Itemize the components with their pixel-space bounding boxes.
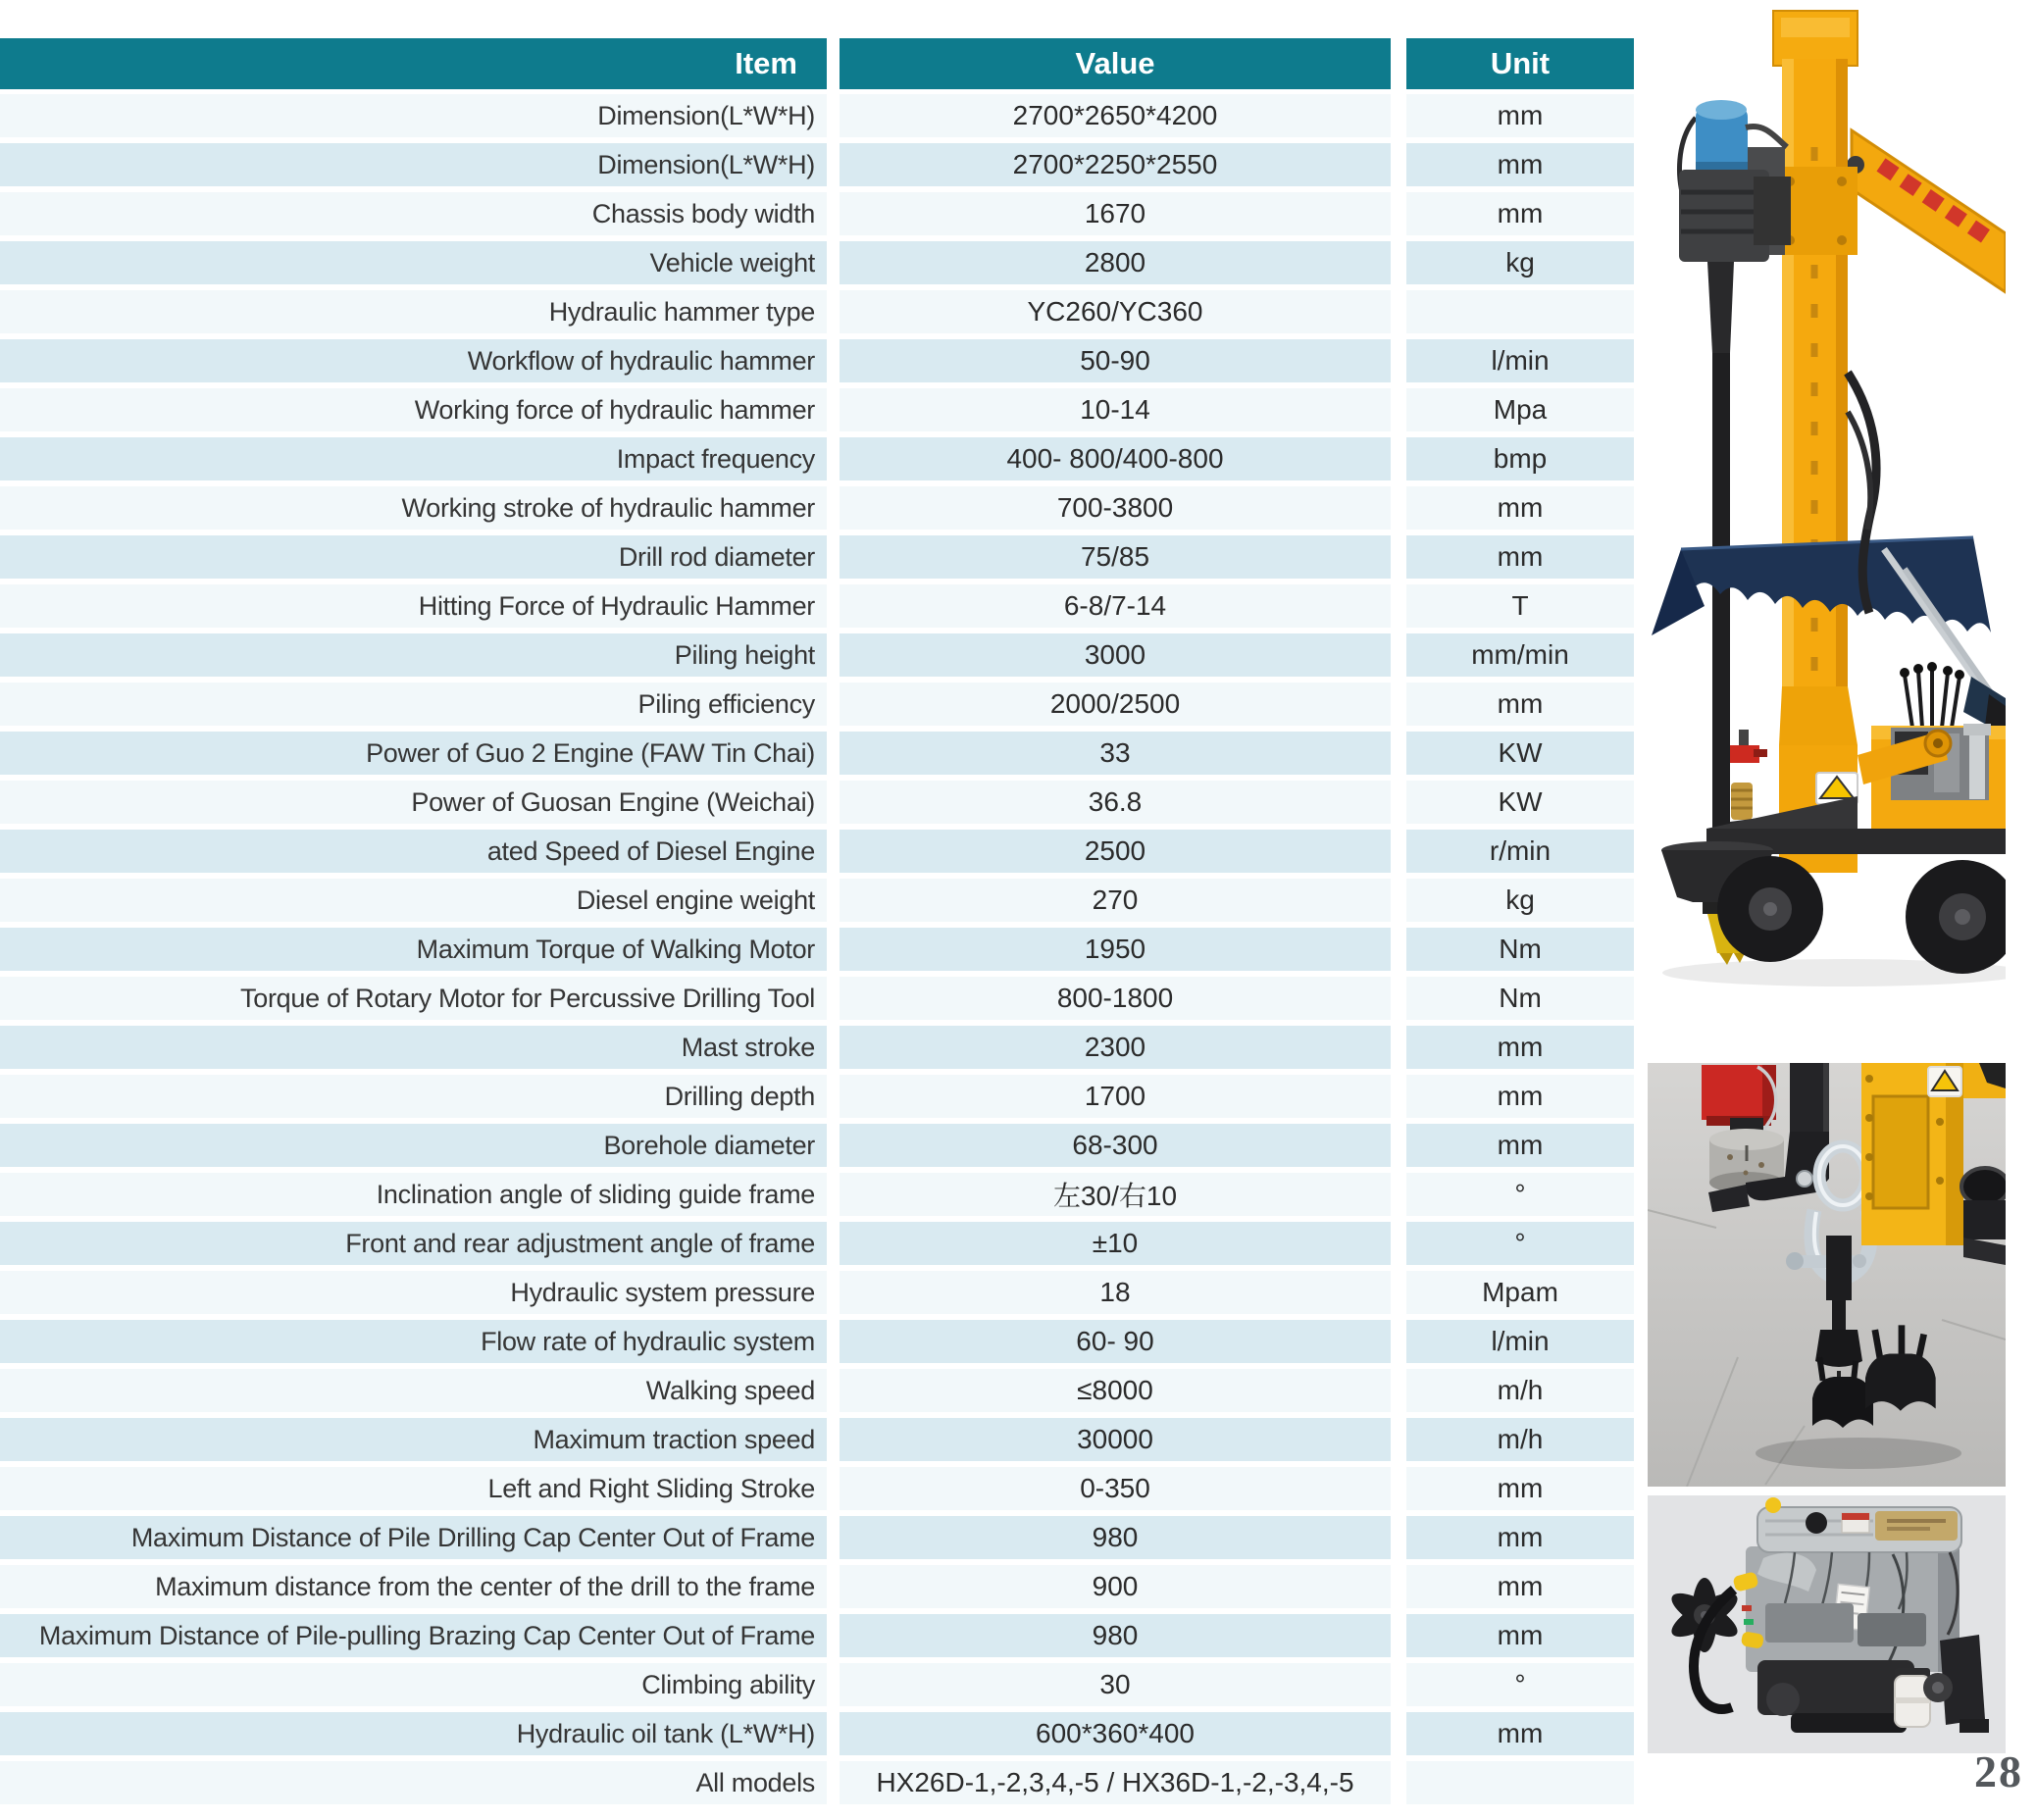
unit-cell: kg: [1406, 241, 1634, 284]
value-cell: 75/85: [840, 535, 1391, 579]
table-row: [0, 1173, 1634, 1216]
item-cell: Maximum distance from the center of the drill to the frame: [0, 1565, 827, 1608]
item-cell: Piling efficiency: [0, 682, 827, 726]
table-row: [0, 339, 1634, 382]
table-row: [0, 1516, 1634, 1559]
unit-cell: mm: [1406, 486, 1634, 530]
table-row: [0, 1026, 1634, 1069]
guide-post: [1790, 1063, 1823, 1139]
item-cell: Vehicle weight: [0, 241, 827, 284]
value-cell: 2500: [840, 830, 1391, 873]
unit-cell: mm: [1406, 535, 1634, 579]
table-row: [0, 1271, 1634, 1314]
table-row: [0, 830, 1634, 873]
value-cell: 270: [840, 879, 1391, 922]
unit-cell: KW: [1406, 732, 1634, 775]
value-cell: 700-3800: [840, 486, 1391, 530]
table-row: [0, 1565, 1634, 1608]
unit-cell: mm: [1406, 143, 1634, 186]
table-row: [0, 1124, 1634, 1167]
item-cell: Dimension(L*W*H): [0, 94, 827, 137]
item-cell: Drilling depth: [0, 1075, 827, 1118]
item-cell: Hydraulic hammer type: [0, 290, 827, 333]
item-cell: Working stroke of hydraulic hammer: [0, 486, 827, 530]
item-cell: Dimension(L*W*H): [0, 143, 827, 186]
item-cell: Workflow of hydraulic hammer: [0, 339, 827, 382]
table-body: [0, 94, 1634, 1804]
table-row: [0, 584, 1634, 628]
item-cell: Working force of hydraulic hammer: [0, 388, 827, 431]
value-cell: 33: [840, 732, 1391, 775]
item-cell: Hydraulic oil tank (L*W*H): [0, 1712, 827, 1755]
item-cell: Left and Right Sliding Stroke: [0, 1467, 827, 1510]
table-row: [0, 1614, 1634, 1657]
weichai-diesel-engine-photo: [1648, 1495, 2006, 1753]
unit-cell: mm/min: [1406, 633, 1634, 677]
unit-cell: mm: [1406, 1565, 1634, 1608]
oil-cap: [1806, 1512, 1827, 1534]
item-cell: Hydraulic system pressure: [0, 1271, 827, 1314]
item-cell: Power of Guo 2 Engine (FAW Tin Chai): [0, 732, 827, 775]
value-cell: 1670: [840, 192, 1391, 235]
value-cell: 18: [840, 1271, 1391, 1314]
mast: [1773, 11, 1858, 765]
pile-cap-shackle-closeup-photo: [1648, 1063, 2006, 1487]
unit-cell: mm: [1406, 1124, 1634, 1167]
table-row: [0, 1712, 1634, 1755]
unit-cell: KW: [1406, 781, 1634, 824]
value-cell: ≤8000: [840, 1369, 1391, 1412]
unit-cell: bmp: [1406, 437, 1634, 480]
table-row: [0, 633, 1634, 677]
item-cell: ated Speed of Diesel Engine: [0, 830, 827, 873]
exhaust-pipe: [1969, 731, 1985, 799]
item-cell: Walking speed: [0, 1369, 827, 1412]
item-cell: Torque of Rotary Motor for Percussive Drilling Tool: [0, 977, 827, 1020]
value-cell: 1700: [840, 1075, 1391, 1118]
valve-cover: [1757, 1507, 1961, 1552]
table-row: [0, 535, 1634, 579]
item-cell: Maximum traction speed: [0, 1418, 827, 1461]
value-cell: 400- 800/400-800: [840, 437, 1391, 480]
item-cell: Chassis body width: [0, 192, 827, 235]
value-cell: 50-90: [840, 339, 1391, 382]
unit-cell: mm: [1406, 1712, 1634, 1755]
photo-column: [1648, 0, 2006, 1753]
table-row: [0, 1761, 1634, 1804]
value-cell: 2800: [840, 241, 1391, 284]
unit-cell: [1406, 1761, 1634, 1804]
table-row: [0, 388, 1634, 431]
item-cell: Hitting Force of Hydraulic Hammer: [0, 584, 827, 628]
item-cell: Maximum Distance of Pile Drilling Cap Center Out of Frame: [0, 1516, 827, 1559]
item-cell: Power of Guosan Engine (Weichai): [0, 781, 827, 824]
value-cell: 6-8/7-14: [840, 584, 1391, 628]
unit-cell: m/h: [1406, 1418, 1634, 1461]
value-cell: YC260/YC360: [840, 290, 1391, 333]
table-row: [0, 192, 1634, 235]
table-row: [0, 977, 1634, 1020]
unit-cell: mm: [1406, 682, 1634, 726]
unit-cell: kg: [1406, 879, 1634, 922]
table-row: [0, 781, 1634, 824]
item-cell: Flow rate of hydraulic system: [0, 1320, 827, 1363]
table-row: [0, 1663, 1634, 1706]
header-unit: Unit: [1406, 38, 1634, 89]
table-row: [0, 682, 1634, 726]
page-number: 28: [1974, 1746, 2023, 1796]
unit-cell: °: [1406, 1173, 1634, 1216]
table-row: [0, 928, 1634, 971]
value-cell: 900: [840, 1565, 1391, 1608]
table-row: [0, 437, 1634, 480]
item-cell: Maximum Distance of Pile-pulling Brazing Cap Center Out of Frame: [0, 1614, 827, 1657]
table-row: [0, 1222, 1634, 1265]
unit-cell: Nm: [1406, 928, 1634, 971]
value-cell: 2700*2650*4200: [840, 94, 1391, 137]
item-cell: Inclination angle of sliding guide frame: [0, 1173, 827, 1216]
spec-table: [0, 38, 1634, 1810]
value-cell: 0-350: [840, 1467, 1391, 1510]
unit-cell: m/h: [1406, 1369, 1634, 1412]
pipe-opening: [1961, 1168, 2006, 1205]
unit-cell: Mpam: [1406, 1271, 1634, 1314]
item-cell: All models: [0, 1761, 827, 1804]
item-cell: Impact frequency: [0, 437, 827, 480]
item-cell: Front and rear adjustment angle of frame: [0, 1222, 827, 1265]
item-cell: Climbing ability: [0, 1663, 827, 1706]
value-cell: 800-1800: [840, 977, 1391, 1020]
unit-cell: r/min: [1406, 830, 1634, 873]
oil-filter: [1895, 1668, 1930, 1727]
table-row: [0, 290, 1634, 333]
table-header-row: [0, 38, 1634, 89]
unit-cell: mm: [1406, 1026, 1634, 1069]
unit-cell: [1406, 290, 1634, 333]
table-row: [0, 732, 1634, 775]
table-row: [0, 1418, 1634, 1461]
header-value: Value: [840, 38, 1391, 89]
value-cell: 10-14: [840, 388, 1391, 431]
unit-cell: Mpa: [1406, 388, 1634, 431]
value-cell: 2300: [840, 1026, 1391, 1069]
pile-driver-machine-photo: [1648, 0, 2006, 1059]
value-cell: 2700*2250*2550: [840, 143, 1391, 186]
table-row: [0, 94, 1634, 137]
unit-cell: T: [1406, 584, 1634, 628]
unit-cell: mm: [1406, 192, 1634, 235]
item-cell: Borehole diameter: [0, 1124, 827, 1167]
value-cell: 1950: [840, 928, 1391, 971]
value-cell: 2000/2500: [840, 682, 1391, 726]
unit-cell: l/min: [1406, 1320, 1634, 1363]
item-cell: Maximum Torque of Walking Motor: [0, 928, 827, 971]
table-row: [0, 241, 1634, 284]
value-cell: 30: [840, 1663, 1391, 1706]
value-cell: 左30/右10: [840, 1173, 1391, 1216]
unit-cell: mm: [1406, 1614, 1634, 1657]
unit-cell: Nm: [1406, 977, 1634, 1020]
table-row: [0, 486, 1634, 530]
unit-cell: mm: [1406, 94, 1634, 137]
table-row: [0, 1075, 1634, 1118]
table-row: [0, 1467, 1634, 1510]
table-row: [0, 1320, 1634, 1363]
header-item: Item: [0, 38, 827, 89]
table-row: [0, 1369, 1634, 1412]
unit-cell: °: [1406, 1222, 1634, 1265]
unit-cell: °: [1406, 1663, 1634, 1706]
brand-plate: [1875, 1511, 1958, 1541]
unit-cell: l/min: [1406, 339, 1634, 382]
value-cell: ±10: [840, 1222, 1391, 1265]
value-cell: 60- 90: [840, 1320, 1391, 1363]
value-cell: 3000: [840, 633, 1391, 677]
value-cell: HX26D-1,-2,3,4,-5 / HX36D-1,-2,-3,4,-5: [840, 1761, 1391, 1804]
value-cell: 980: [840, 1516, 1391, 1559]
value-cell: 36.8: [840, 781, 1391, 824]
item-cell: Mast stroke: [0, 1026, 827, 1069]
value-cell: 68-300: [840, 1124, 1391, 1167]
table-row: [0, 879, 1634, 922]
value-cell: 30000: [840, 1418, 1391, 1461]
unit-cell: mm: [1406, 1467, 1634, 1510]
pile-clamp-right: [1865, 1325, 1936, 1410]
table-row: [0, 143, 1634, 186]
unit-cell: mm: [1406, 1516, 1634, 1559]
lifting-cap: [1765, 1497, 1781, 1513]
unit-cell: mm: [1406, 1075, 1634, 1118]
item-cell: Drill rod diameter: [0, 535, 827, 579]
item-cell: Piling height: [0, 633, 827, 677]
item-cell: Diesel engine weight: [0, 879, 827, 922]
value-cell: 600*360*400: [840, 1712, 1391, 1755]
value-cell: 980: [840, 1614, 1391, 1657]
